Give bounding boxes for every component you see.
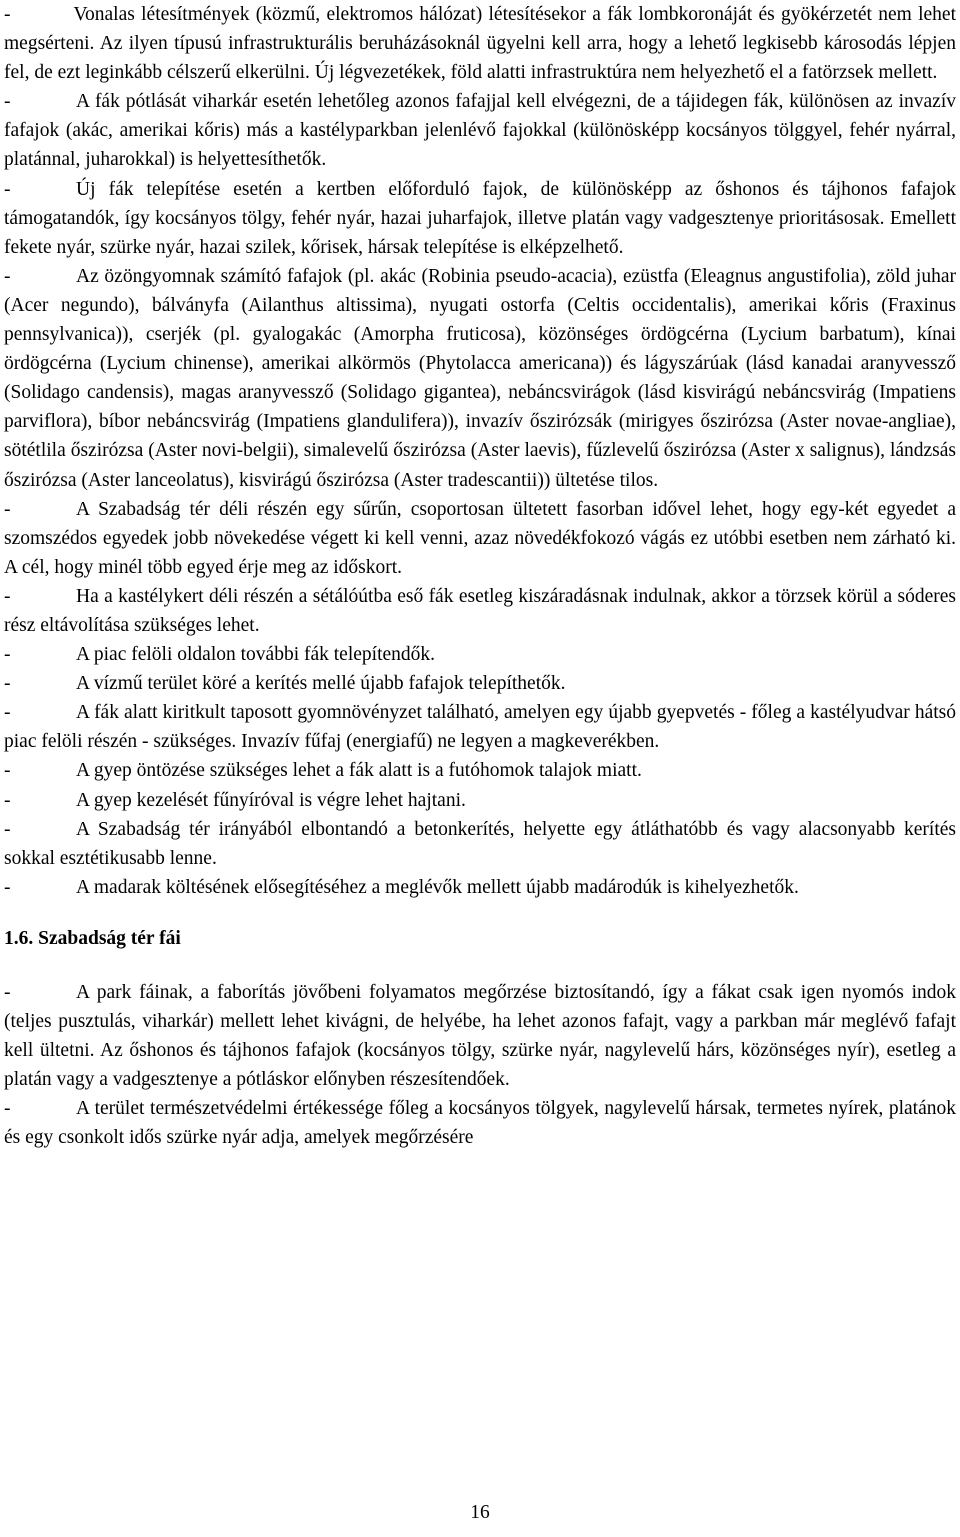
bullet-dash: - bbox=[4, 673, 11, 695]
paragraph-text: - Vonalas létesítmények (közmű, elektromos hálózat) létesítésekor a fák lombkoronáját és gyökérzetét nem lehet megsérteni. Az ilyen típusú infrastrukturális beruházásoknál ügyelni kell arra, hogy a lehető legkisebb károsodás lépjen fel, de ezt leginkább célszerű elkerülni. Új légvezetékek, föld alatti infrastruktúra nem helyezhető el a fatörzsek mellett. bbox=[4, 4, 956, 84]
bullet-dash: - bbox=[4, 91, 11, 113]
paragraph-text: A gyep öntözése szükséges lehet a fák alatt is a futóhomok talajok miatt. bbox=[76, 760, 642, 782]
page-number: 16 bbox=[470, 1502, 490, 1523]
bullet-dash: - bbox=[4, 876, 11, 898]
paragraph bbox=[4, 175, 956, 262]
paragraph-group-after bbox=[4, 978, 956, 1153]
bullet-dash: - bbox=[4, 1098, 11, 1120]
paragraph bbox=[4, 262, 956, 495]
paragraph bbox=[4, 698, 956, 756]
paragraph bbox=[4, 582, 956, 640]
bullet-dash: - bbox=[4, 981, 11, 1003]
paragraph bbox=[4, 669, 956, 698]
bullet-dash: - bbox=[4, 585, 11, 607]
paragraph-text: A piac felöli oldalon további fák telepítendők. bbox=[76, 644, 436, 666]
section-heading: 1.6. Szabadság tér fái bbox=[4, 927, 181, 949]
paragraph-text: A gyep kezelését fűnyíróval is végre lehet hajtani. bbox=[76, 789, 466, 811]
paragraph-text: A madarak költésének elősegítéséhez a meglévők mellett újabb madárodúk is kihelyezhetők. bbox=[76, 876, 799, 898]
paragraph-text: A vízmű terület köré a kerítés mellé újabb fafajok telepíthetők. bbox=[76, 673, 566, 695]
paragraph bbox=[4, 87, 956, 174]
paragraph bbox=[4, 786, 956, 815]
paragraph bbox=[4, 978, 956, 1094]
paragraph bbox=[4, 495, 956, 582]
paragraph-text: A Szabadság tér irányából elbontandó a betonkerítés, helyette egy átláthatóbb és vagy alacsonyabb kerítés sokkal esztétikusabb lenne. bbox=[4, 818, 956, 869]
paragraph bbox=[4, 756, 956, 785]
bullet-dash: - bbox=[4, 818, 11, 840]
bullet-dash: - bbox=[4, 178, 11, 200]
paragraph bbox=[4, 873, 956, 902]
paragraph-text: A fák alatt kiritkult taposott gyomnövényzet található, amelyen egy újabb gyepvetés - főleg a kastélyudvar hátsó piac felöli részén - szükséges. Invazív fűfaj (energiafű) ne legyen a magkeverékben. bbox=[4, 702, 956, 753]
paragraph-text: Az özöngyomnak számító fafajok (pl. akác (Robinia pseudo-acacia), ezüstfa (Eleagnus angustifolia), zöld juhar (Acer negundo), bálványfa (Ailanthus altissima), nyugati ostorfa (Celtis occidentalis), amerikai kőris (Fraxinus pennsylvanica)), cserjék (pl. gyalogakác (Amorpha fruticosa), közönséges ördögcérna (Lycium barbatum), kínai ördögcérna (Lycium chinense), amerikai alkörmös (Phytolacca americana)) és lágyszárúak (lásd kanadai aranyvessző (Solidago candensis), magas aranyvessző (Solidago gigantea), nebáncsvirágok (lásd kisvirágú nebáncsvirág (Impatiens parviflora), bíbor nebáncsvirág (Impatiens glandulifera)), invazív őszirózsák (mirigyes őszirózsa (Aster novae-angliae), sötétlila őszirózsa (Aster novi-belgii), simalevelű őszirózsa (Aster laevis), fűzlevelű őszirózsa (Aster x salignus), lándzsás őszirózsa (Aster lanceolatus), kisvirágú őszirózsa (Aster tradescantii)) ültetése tilos. bbox=[4, 265, 956, 491]
bullet-dash: - bbox=[4, 498, 11, 520]
paragraph-text: Új fák telepítése esetén a kertben előforduló fajok, de különösképp az őshonos és tájhonos fafajok támogatandók, így kocsányos tölgy, fehér nyár, hazai juharfajok, illetve platán vagy vadgesztenye prioritásosak. Emellett fekete nyár, szürke nyár, hazai szilek, kőrisek, hársak telepítése is elképzelhető. bbox=[4, 178, 956, 258]
paragraph-text: A park fáinak, a faborítás jövőbeni folyamatos megőrzése biztosítandó, így a fákat csak igen nyomós indok (teljes pusztulás, viharkár) mellett lehet kivágni, de helyébe, ha lehet azonos fafajt, vagy a parkban már meglévő fafajt kell ültetni. Az őshonos és tájhonos fafajok (kocsányos tölgy, szürke nyár, nagylevelű hárs, közönséges nyír), esetleg a platán vagy a vadgesztenye a pótláskor előnyben részesítendőek. bbox=[4, 981, 956, 1091]
bullet-dash: - bbox=[4, 265, 11, 287]
document-page bbox=[4, 0, 956, 1152]
paragraph-text: A terület természetvédelmi értékessége főleg a kocsányos tölgyek, nagylevelű hársak, termetes nyírek, platánok és egy csonkolt idős szürke nyár adja, amelyek megőrzésére bbox=[4, 1098, 956, 1149]
paragraph-text: A Szabadság tér déli részén egy sűrűn, csoportosan ültetett fasorban idővel lehet, hogy egy-két egyedet a szomszédos egyedek jobb növekedése végett ki kell venni, azaz növedékfokozó vágás ez utóbbi esetben nem zárható ki. A cél, hogy minél több egyed érje meg az időskort. bbox=[4, 498, 956, 578]
paragraph-group-before bbox=[4, 0, 956, 902]
paragraph bbox=[4, 640, 956, 669]
paragraph-text: A fák pótlását viharkár esetén lehetőleg azonos fafajjal kell elvégezni, de a tájidegen fák, különösen az invazív fafajok (akác, amerikai kőris) más a kastélyparkban jelenlévő fajokkal (különösképp kocsányos tölggyel, fehér nyárral, platánnal, juharokkal) is helyettesíthetők. bbox=[4, 91, 956, 171]
paragraph bbox=[4, 1094, 956, 1152]
bullet-dash: - bbox=[4, 644, 11, 666]
paragraph-text: Ha a kastélykert déli részén a sétálóútba eső fák esetleg kiszáradásnak indulnak, akkor a törzsek körül a sóderes rész eltávolítása szükséges lehet. bbox=[4, 585, 956, 636]
paragraph bbox=[4, 0, 956, 87]
paragraph bbox=[4, 815, 956, 873]
bullet-dash: - bbox=[4, 702, 11, 724]
bullet-dash: - bbox=[4, 789, 11, 811]
bullet-dash: - bbox=[4, 760, 11, 782]
